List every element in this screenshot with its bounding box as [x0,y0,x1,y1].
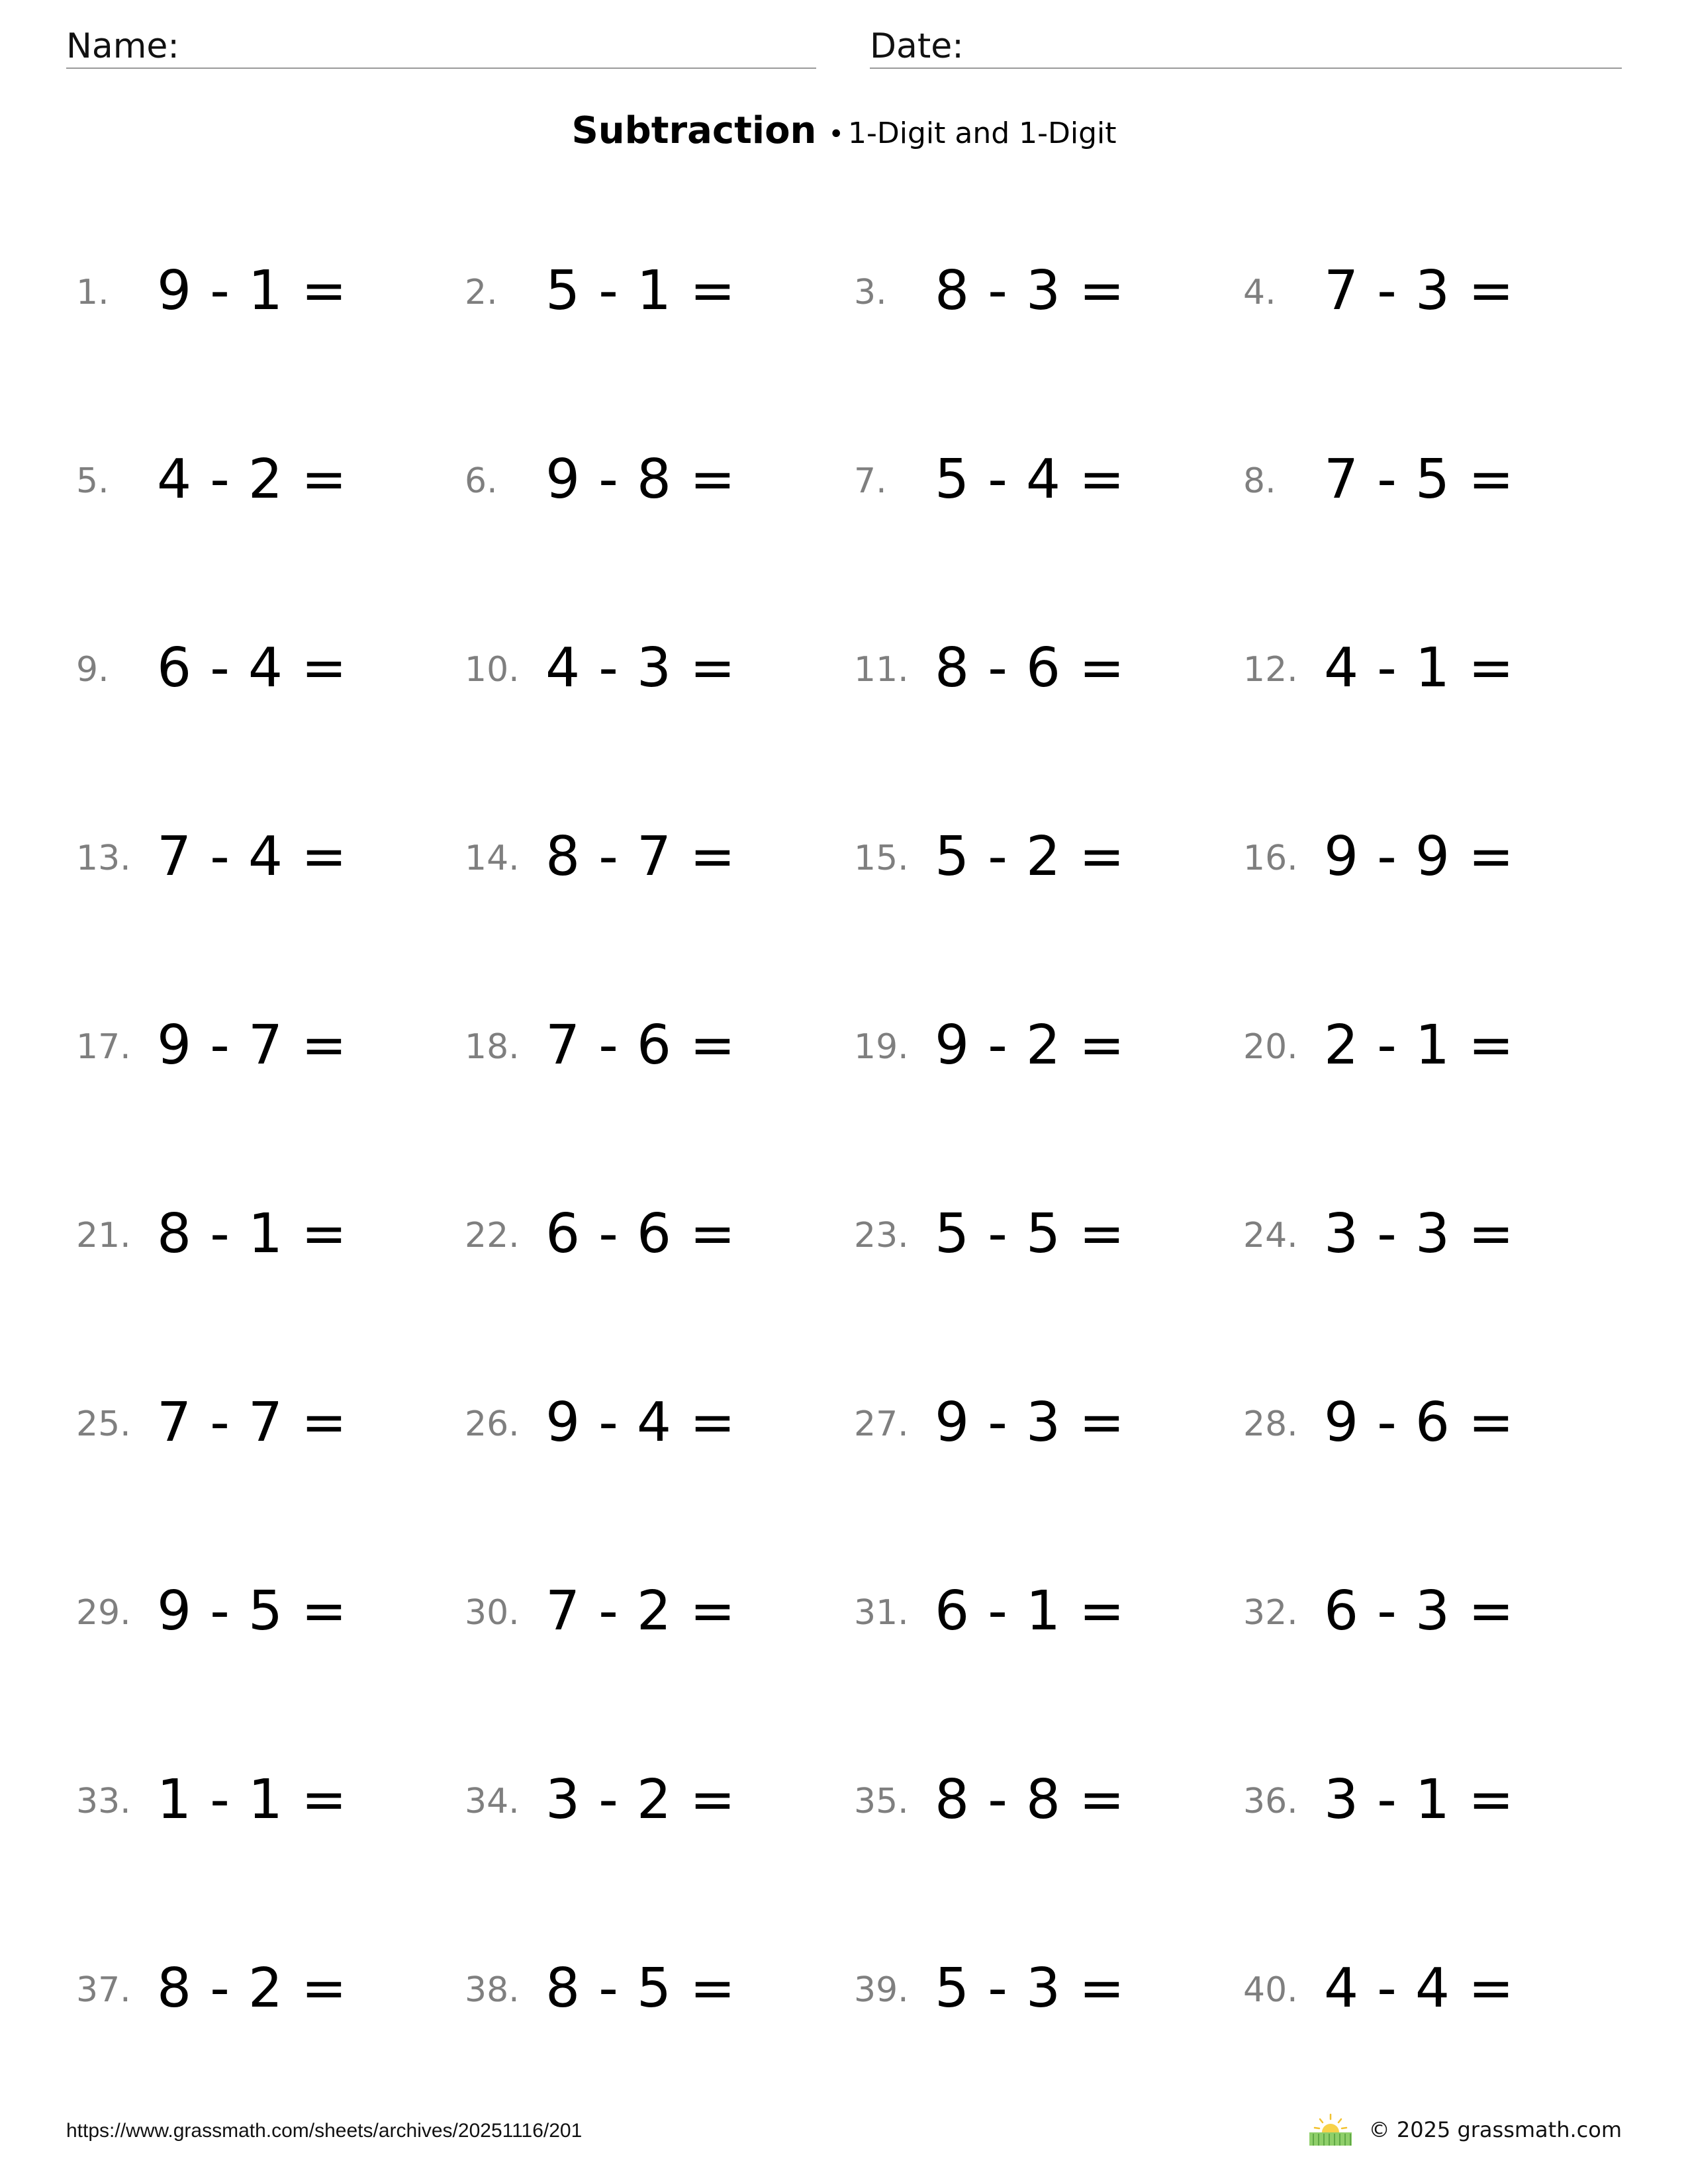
problem-expression: 4 - 1 = [1324,637,1515,700]
problem-number: 4. [1243,273,1276,312]
problem-expression: 9 - 8 = [545,448,736,511]
problem-expression: 6 - 3 = [1324,1580,1515,1643]
problem-expression: 5 - 3 = [935,1957,1125,2020]
problem-number: 19. [854,1027,909,1067]
problem-expression: 3 - 1 = [1324,1768,1515,1831]
problem-expression: 7 - 5 = [1324,448,1515,511]
problem-number: 39. [854,1970,909,2010]
problem-number: 18. [465,1027,520,1067]
problem-expression: 4 - 3 = [545,637,736,700]
problem-number: 25. [76,1404,131,1444]
problem-expression: 7 - 4 = [157,825,348,888]
problem-number: 12. [1243,650,1298,690]
problem-number: 32. [1243,1593,1298,1633]
problem-expression: 7 - 6 = [545,1014,736,1077]
problem-expression: 8 - 2 = [157,1957,348,2020]
problem-number: 11. [854,650,909,690]
problem-expression: 3 - 2 = [545,1768,736,1831]
problem-expression: 5 - 4 = [935,448,1125,511]
problem-number: 15. [854,839,909,878]
problem-number: 38. [465,1970,520,2010]
problem-number: 20. [1243,1027,1298,1067]
problem-number: 30. [465,1593,520,1633]
problem-number: 9. [76,650,109,690]
problem-number: 22. [465,1216,520,1255]
problem-expression: 5 - 1 = [545,259,736,322]
problem-number: 14. [465,839,520,878]
problem-expression: 7 - 2 = [545,1580,736,1643]
problem-number: 35. [854,1782,909,1821]
problem-expression: 9 - 9 = [1324,825,1515,888]
problem-expression: 7 - 3 = [1324,259,1515,322]
problem-expression: 8 - 7 = [545,825,736,888]
problem-number: 5. [76,461,109,501]
footer-copyright: © 2025 grassmath.com [1368,2117,1622,2142]
problem-expression: 9 - 2 = [935,1014,1125,1077]
grass-sun-icon [1308,2113,1353,2147]
problem-number: 37. [76,1970,131,2010]
problem-expression: 7 - 7 = [157,1391,348,1454]
problem-expression: 8 - 1 = [157,1203,348,1265]
problem-number: 26. [465,1404,520,1444]
title-subtitle: 1-Digit and 1-Digit [848,116,1117,150]
problem-expression: 4 - 4 = [1324,1957,1515,2020]
problem-expression: 9 - 6 = [1324,1391,1515,1454]
date-label: Date: [870,26,964,66]
problem-number: 16. [1243,839,1298,878]
problem-expression: 9 - 5 = [157,1580,348,1643]
problem-expression: 8 - 3 = [935,259,1125,322]
problem-number: 6. [465,461,498,501]
problem-expression: 8 - 8 = [935,1768,1125,1831]
problem-expression: 8 - 6 = [935,637,1125,700]
problem-number: 34. [465,1782,520,1821]
problem-number: 7. [854,461,887,501]
problem-number: 40. [1243,1970,1298,2010]
title-main: Subtraction [571,109,817,152]
footer-url[interactable]: https://www.grassmath.com/sheets/archives/20251116/201 [66,2120,583,2142]
problem-expression: 9 - 3 = [935,1391,1125,1454]
problem-number: 31. [854,1593,909,1633]
problem-expression: 5 - 2 = [935,825,1125,888]
footer-credit [1308,2111,1622,2148]
problem-expression: 1 - 1 = [157,1768,348,1831]
problem-expression: 9 - 7 = [157,1014,348,1077]
problem-expression: 3 - 3 = [1324,1203,1515,1265]
problem-number: 10. [465,650,520,690]
problem-expression: 9 - 4 = [545,1391,736,1454]
problem-number: 36. [1243,1782,1298,1821]
problem-number: 1. [76,273,109,312]
problem-number: 29. [76,1593,131,1633]
problem-number: 33. [76,1782,131,1821]
title-bullet: • [828,119,845,150]
problem-expression: 8 - 5 = [545,1957,736,2020]
problem-number: 8. [1243,461,1276,501]
problem-number: 17. [76,1027,131,1067]
problem-number: 21. [76,1216,131,1255]
problem-expression: 6 - 1 = [935,1580,1125,1643]
problem-expression: 9 - 1 = [157,259,348,322]
problem-expression: 4 - 2 = [157,448,348,511]
problem-number: 24. [1243,1216,1298,1255]
problem-expression: 5 - 5 = [935,1203,1125,1265]
problem-expression: 6 - 6 = [545,1203,736,1265]
problem-number: 23. [854,1216,909,1255]
problem-number: 2. [465,273,498,312]
problem-number: 27. [854,1404,909,1444]
problem-number: 13. [76,839,131,878]
problem-number: 3. [854,273,887,312]
problem-expression: 2 - 1 = [1324,1014,1515,1077]
problem-expression: 6 - 4 = [157,637,348,700]
name-label: Name: [66,26,179,66]
problem-number: 28. [1243,1404,1298,1444]
